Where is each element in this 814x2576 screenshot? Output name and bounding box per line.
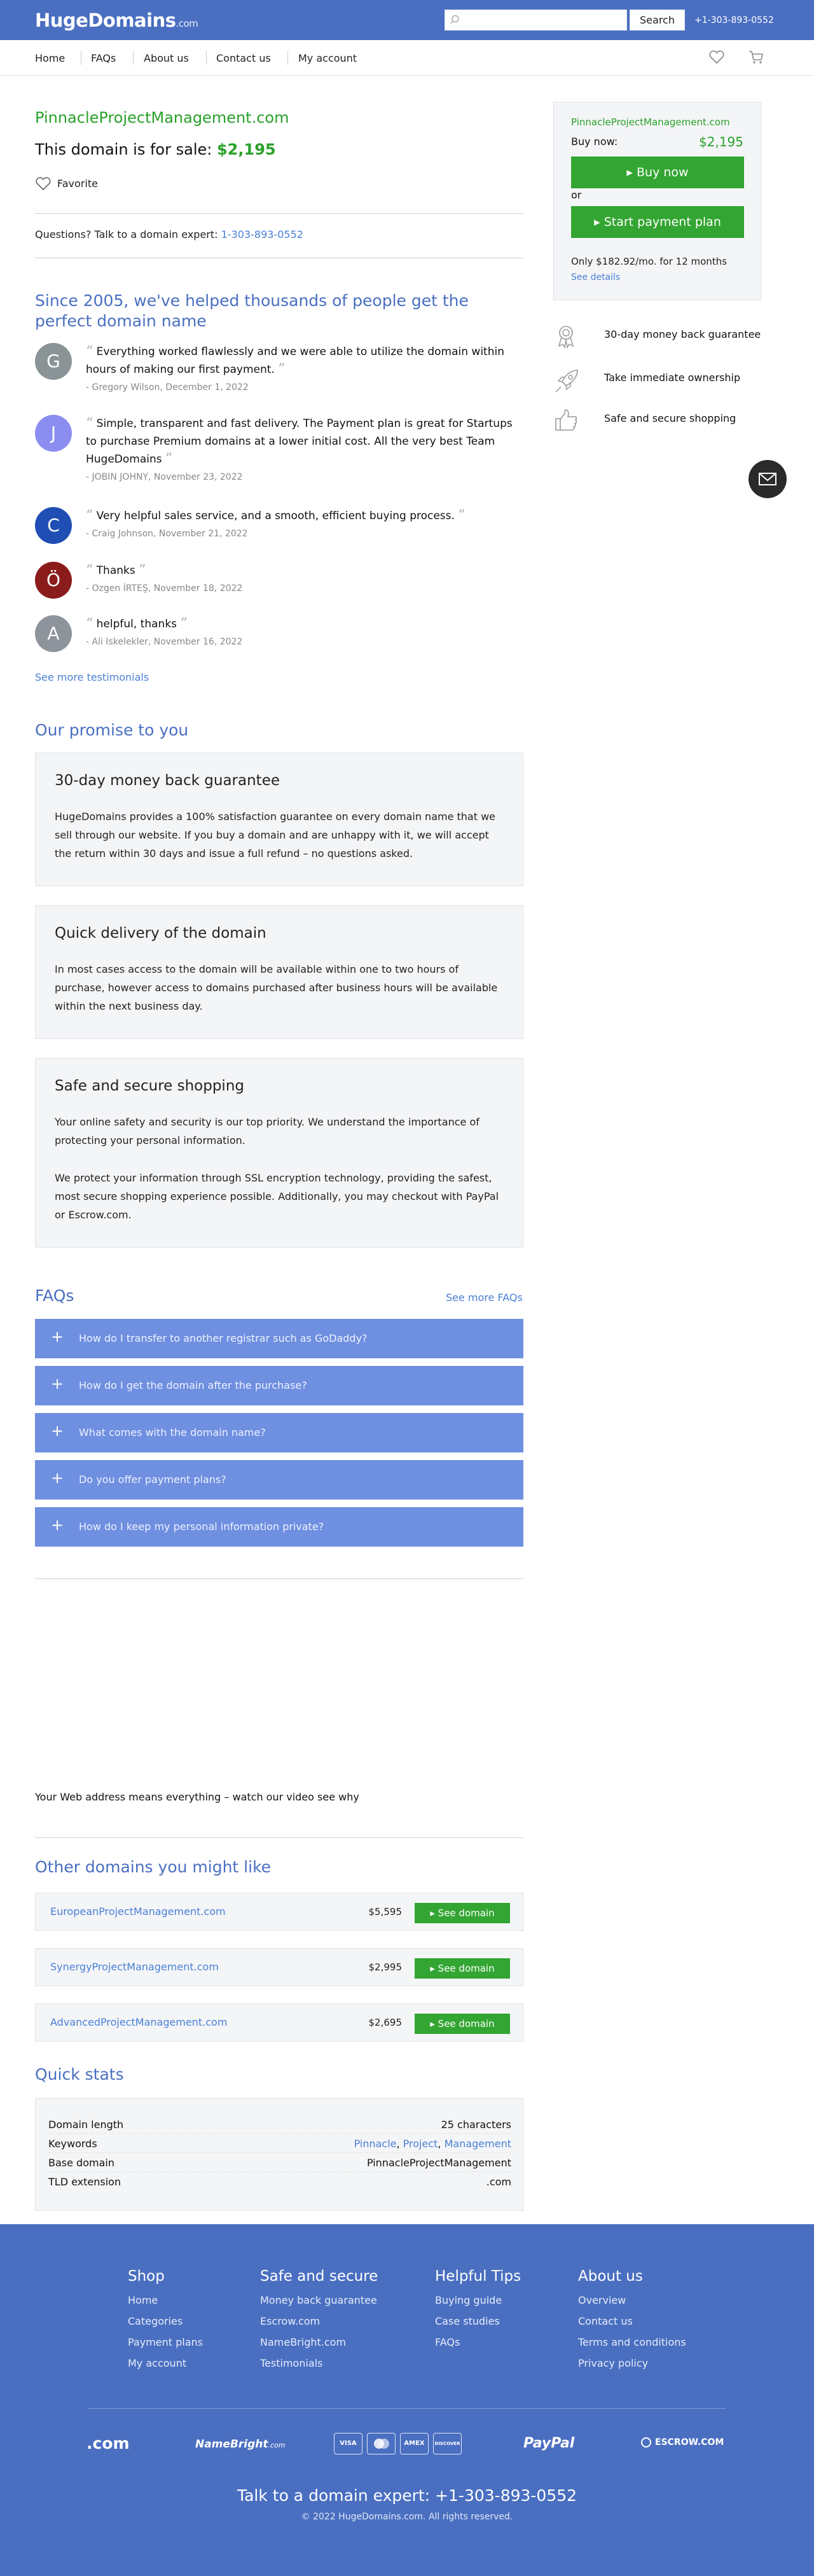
see-domain-button[interactable]: ▸ See domain xyxy=(415,1958,510,1979)
testimonials-heading: Since 2005, we've helped thousands of people get the perfect domain name xyxy=(35,291,469,330)
search-icon xyxy=(450,15,460,25)
testimonial-author: - Ali Iskelekler, November 16, 2022 xyxy=(86,637,243,647)
other-domains-heading: Other domains you might like xyxy=(35,1858,272,1876)
main-nav xyxy=(0,40,814,76)
footer-column-shop: Shop Home Categories Payment plans My account xyxy=(128,2268,203,2374)
buy-now-label: Buy now: xyxy=(571,136,618,148)
nav-divider xyxy=(206,51,207,65)
plus-icon: + xyxy=(51,1516,64,1534)
promise-box-text: Your online safety and security is our top priority. We understand the importance of protecting your personal information. xyxy=(55,1116,479,1146)
expert-phone-link[interactable]: 1-303-893-0552 xyxy=(221,228,303,240)
feature-ownership: Take immediate ownership xyxy=(553,366,763,389)
cart-icon[interactable] xyxy=(748,50,764,65)
footer-link[interactable]: Privacy policy xyxy=(578,2357,649,2369)
footer-column-about: About us Overview Contact us Terms and conditions Privacy policy xyxy=(578,2268,686,2374)
divider xyxy=(35,1837,523,1838)
keyword-link[interactable]: Project xyxy=(403,2138,438,2150)
footer-column-tips: Helpful Tips Buying guide Case studies FAQs xyxy=(435,2268,521,2353)
nav-about[interactable]: About us xyxy=(144,52,189,64)
buy-now-button[interactable]: ▸ Buy now xyxy=(571,157,744,188)
footer-link[interactable]: Money back guarantee xyxy=(260,2294,377,2306)
thumbs-up-icon xyxy=(553,407,579,433)
stat-row-tld: TLD extension .com xyxy=(48,2176,511,2188)
faq-item[interactable]: + Do you offer payment plans? xyxy=(35,1460,523,1500)
discover-card-icon: DISCOVER xyxy=(433,2433,462,2454)
other-domain-link[interactable]: SynergyProjectManagement.com xyxy=(50,1961,219,1973)
testimonial xyxy=(35,562,525,600)
footer-expert-line[interactable]: Talk to a domain expert: +1-303-893-0552 xyxy=(237,2486,577,2505)
rocket-icon xyxy=(553,366,581,394)
avatar: Ö xyxy=(35,562,72,599)
nav-divider xyxy=(133,51,134,65)
other-domain-price: $5,595 xyxy=(368,1906,402,1918)
faq-item[interactable]: + How do I get the domain after the purchase? xyxy=(35,1366,523,1405)
footer-link[interactable]: Categories xyxy=(128,2315,183,2327)
namebright-logo: NameBright.com xyxy=(195,2438,286,2451)
plus-icon: + xyxy=(51,1422,64,1440)
footer-link[interactable]: Buying guide xyxy=(435,2294,502,2306)
footer-link[interactable]: Terms and conditions xyxy=(578,2336,686,2348)
see-more-testimonials-link[interactable]: See more testimonials xyxy=(35,671,149,683)
monthly-price: Only $182.92/mo. for 12 months xyxy=(571,256,728,267)
promise-box-text: HugeDomains provides a 100% satisfaction guarantee on every domain name that we sell through our website. If you buy a domain and are unhappy with it, we will accept the return within 30 days and issue a full refund – no questions asked. xyxy=(55,811,496,860)
testimonial-text: “ Simple, transparent and fast delivery. The Payment plan is great for Startups to purchase Premium domains at a lower initial cost. All the very best Team HugeDomains ” - JOBIN JOHNY, November 23, 2022 xyxy=(86,415,525,484)
avatar: C xyxy=(35,507,72,544)
footer-link[interactable]: Case studies xyxy=(435,2315,500,2327)
faq-item[interactable]: + How do I keep my personal information private? xyxy=(35,1507,523,1547)
search-button[interactable]: Search xyxy=(630,10,685,31)
see-domain-button[interactable]: ▸ See domain xyxy=(415,1903,510,1923)
paypal-logo: PayPal xyxy=(523,2435,575,2451)
sale-price: $2,195 xyxy=(216,141,276,158)
buy-box xyxy=(553,102,761,300)
video-caption: Your Web address means everything – watch our video see why xyxy=(35,1791,359,1803)
promise-box-title: Quick delivery of the domain xyxy=(55,925,266,942)
search-input[interactable] xyxy=(445,10,627,31)
testimonial-text: “ helpful, thanks ” - Ali Iskelekler, November 16, 2022 xyxy=(86,615,525,648)
nav-faqs[interactable]: FAQs xyxy=(91,52,116,64)
avatar: J xyxy=(35,415,72,452)
divider xyxy=(35,1578,523,1579)
expert-line: Questions? Talk to a domain expert: 1-303-893-0552 xyxy=(35,228,303,240)
other-domain-row xyxy=(35,2003,523,2042)
escrow-logo: ESCROW.COM xyxy=(641,2437,724,2447)
faqs-heading: FAQs xyxy=(35,1286,74,1305)
testimonial-author: - JOBIN JOHNY, November 23, 2022 xyxy=(86,472,243,482)
dotcom-logo: .com xyxy=(86,2434,130,2453)
or-label: or xyxy=(571,189,582,201)
plus-icon: + xyxy=(51,1469,64,1487)
footer-link[interactable]: Payment plans xyxy=(128,2336,204,2348)
testimonial-author: - Gregory Wilson, December 1, 2022 xyxy=(86,382,249,393)
promise-box-text: We protect your information through SSL encryption technology, providing the safest, most secure shopping experience possible. Additionally, you may checkout with PayPal or Escrow.com. xyxy=(55,1172,499,1221)
feature-secure: Safe and secure shopping xyxy=(553,407,763,430)
promise-box-delivery xyxy=(35,905,523,1039)
testimonial xyxy=(35,343,525,393)
mastercard-icon xyxy=(367,2433,396,2454)
sale-statement: This domain is for sale: $2,195 xyxy=(35,141,276,158)
quick-stats-heading: Quick stats xyxy=(35,2065,124,2084)
testimonial xyxy=(35,507,525,545)
domain-name-title: PinnacleProjectManagement.com xyxy=(35,109,289,127)
faq-item[interactable]: + How do I transfer to another registrar such as GoDaddy? xyxy=(35,1319,523,1358)
visa-card-icon: VISA xyxy=(334,2433,362,2454)
testimonial-author: - Ozgen İRTEŞ, November 18, 2022 xyxy=(86,583,243,594)
avatar: G xyxy=(35,343,72,380)
footer-link[interactable]: NameBright.com xyxy=(260,2336,347,2348)
nav-home[interactable]: Home xyxy=(35,52,66,64)
footer-link[interactable]: FAQs xyxy=(435,2336,460,2348)
chat-button[interactable] xyxy=(748,460,787,498)
see-domain-button[interactable]: ▸ See domain xyxy=(415,2014,510,2034)
promise-box-text: In most cases access to the domain will be available within one to two hours of purchase, however access to domains purchased after business hours will be available within the next business day. xyxy=(55,963,498,1012)
other-domain-price: $2,695 xyxy=(368,2017,402,2028)
heart-icon[interactable] xyxy=(708,50,725,65)
stat-row-length: Domain length 25 characters xyxy=(48,2115,511,2134)
footer xyxy=(0,2224,814,2576)
header-phone[interactable]: +1-303-893-0552 xyxy=(694,15,774,25)
buy-box-domain: PinnacleProjectManagement.com xyxy=(571,116,730,128)
testimonial xyxy=(35,415,525,485)
favorite-label: Favorite xyxy=(57,178,98,190)
site-logo[interactable]: HugeDomains.com xyxy=(35,10,198,31)
other-domain-price: $2,995 xyxy=(368,1961,402,1973)
keyword-link[interactable]: Pinnacle xyxy=(354,2138,397,2150)
see-details-link[interactable]: See details xyxy=(571,272,621,282)
other-domain-row xyxy=(35,1948,523,1986)
promise-box-money-back xyxy=(35,753,523,886)
quick-stats-box xyxy=(35,2098,523,2211)
buy-box-price: $2,195 xyxy=(699,134,743,150)
see-more-faqs-link[interactable]: See more FAQs xyxy=(446,1291,523,1304)
faq-item[interactable]: + What comes with the domain name? xyxy=(35,1413,523,1452)
other-domain-row xyxy=(35,1893,523,1931)
testimonial-author: - Craig Johnson, November 21, 2022 xyxy=(86,529,248,539)
other-domain-link[interactable]: AdvancedProjectManagement.com xyxy=(50,2016,228,2028)
footer-column-secure: Safe and secure Money back guarantee Escrow.com NameBright.com Testimonials xyxy=(260,2268,378,2374)
stat-row-base: Base domain PinnacleProjectManagement xyxy=(48,2153,511,2172)
testimonial-text: “ Very helpful sales service, and a smooth, efficient buying process. ” - Craig Johnson, November 21, 2022 xyxy=(86,507,525,540)
footer-link[interactable]: Testimonials xyxy=(260,2357,323,2369)
other-domain-link[interactable]: EuropeanProjectManagement.com xyxy=(50,1905,226,1918)
plus-icon: + xyxy=(51,1328,64,1346)
avatar: A xyxy=(35,615,72,652)
testimonial xyxy=(35,615,525,653)
footer-link[interactable]: Home xyxy=(128,2294,158,2306)
escrow-shield-icon xyxy=(641,2437,651,2447)
footer-divider xyxy=(88,2408,726,2409)
footer-link[interactable]: Escrow.com xyxy=(260,2315,321,2327)
envelope-icon xyxy=(748,460,787,498)
promise-heading: Our promise to you xyxy=(35,721,189,739)
top-header xyxy=(0,0,814,40)
promise-box-secure xyxy=(35,1058,523,1248)
divider xyxy=(35,213,523,214)
feature-money-back: 30-day money back guarantee xyxy=(553,323,763,346)
award-ribbon-icon xyxy=(553,323,579,349)
copyright: © 2022 HugeDomains.com. All rights reserved. xyxy=(301,2512,513,2522)
stat-row-keywords: Keywords Pinnacle, Project, Management xyxy=(48,2134,511,2153)
nav-divider xyxy=(287,51,288,65)
payment-plan-button[interactable]: ▸ Start payment plan xyxy=(571,206,744,238)
promise-box-title: Safe and secure shopping xyxy=(55,1078,245,1094)
footer-link[interactable]: My account xyxy=(128,2357,187,2369)
footer-link[interactable]: Overview xyxy=(578,2294,626,2306)
testimonial-text: “ Thanks ” - Ozgen İRTEŞ, November 18, 2022 xyxy=(86,562,525,595)
testimonial-text: “ Everything worked flawlessly and we were able to utilize the domain within hours of making our first payment. ” - Gregory Wilson, December 1, 2022 xyxy=(86,343,525,394)
nav-contact[interactable]: Contact us xyxy=(216,52,271,64)
promise-box-title: 30-day money back guarantee xyxy=(55,772,280,789)
plus-icon: + xyxy=(51,1375,64,1393)
amex-card-icon: AMEX xyxy=(400,2433,429,2454)
nav-account[interactable]: My account xyxy=(298,52,357,64)
footer-link[interactable]: Contact us xyxy=(578,2315,633,2327)
heart-icon xyxy=(35,177,52,191)
keyword-link[interactable]: Management xyxy=(444,2138,511,2150)
